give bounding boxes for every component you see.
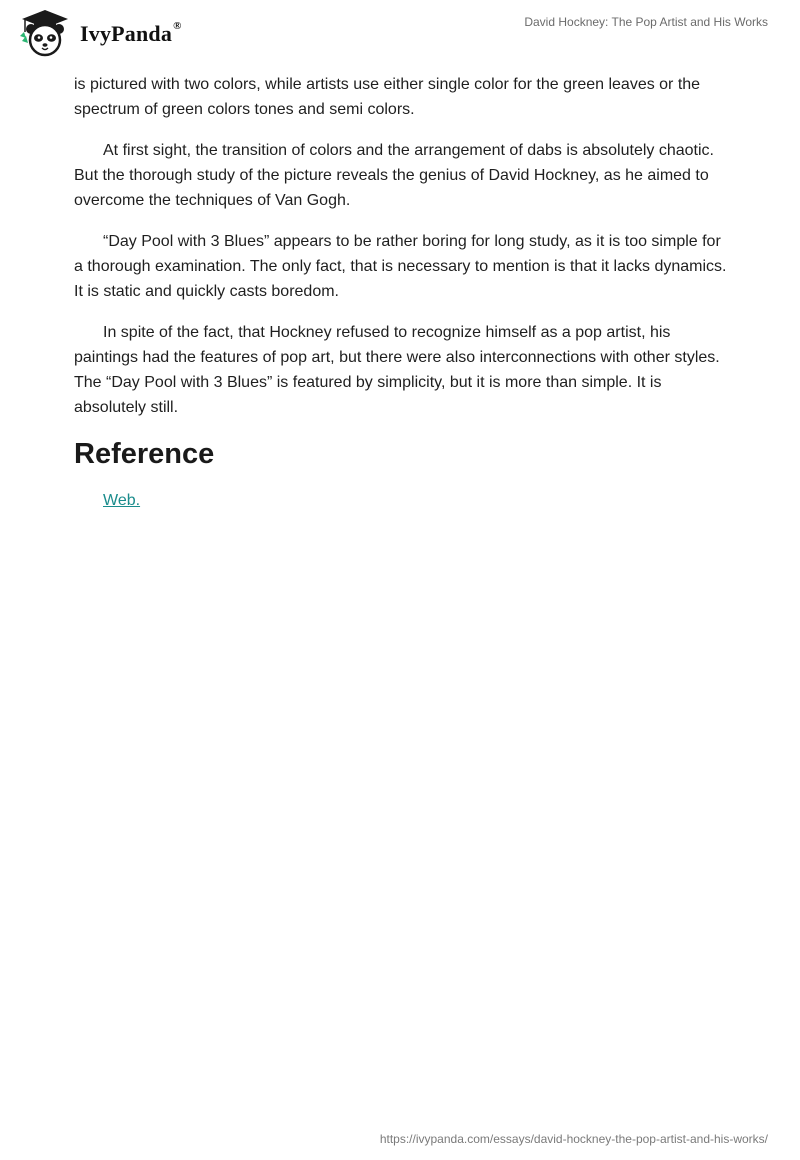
footer-url: https://ivypanda.com/essays/david-hockney-the-pop-artist-and-his-works/	[379, 1132, 768, 1146]
ivypanda-logo[interactable]	[16, 8, 182, 58]
paragraph: In spite of the fact, that Hockney refused to recognize himself as a pop artist, his paintings had the features of pop art, but there were also interconnections with other styles. The “Day Pool with 3 Blues” is featured by simplicity, but it is more than simple. It is absolutely still.	[74, 324, 720, 416]
reference-item	[103, 488, 730, 513]
paragraph: At first sight, the transition of colors and the arrangement of dabs is absolutely chaotic. But the thorough study of the picture reveals the genius of David Hockney, as he aimed to overcome the techniques of Van Gogh.	[74, 142, 714, 209]
panda-mascot-icon	[16, 8, 74, 58]
essay-content	[74, 72, 730, 513]
document-title: David Hockney: The Pop Artist and His Works	[524, 15, 768, 29]
reference-link[interactable]: Web.	[103, 492, 141, 509]
brand-name: IvyPanda®	[80, 19, 182, 46]
paragraph: “Day Pool with 3 Blues” appears to be rather boring for long study, as it is too simple for a thorough examination. The only fact, that is necessary to mention is that it lacks dynamics. It is static and quickly casts boredom.	[74, 233, 727, 300]
reference-heading: Reference	[74, 438, 215, 470]
paragraph-continuation: is pictured with two colors, while artists use either single color for the green leaves or the spectrum of green colors tones and semi colors.	[74, 76, 701, 118]
